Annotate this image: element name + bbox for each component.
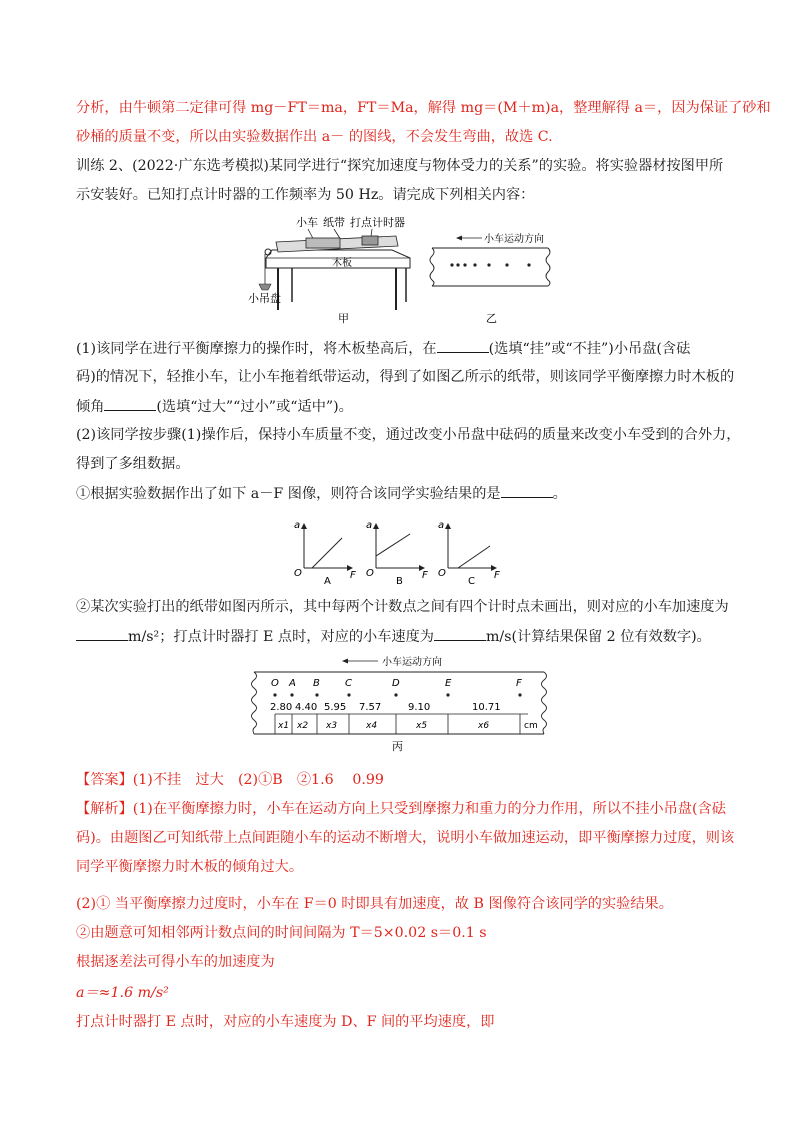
question-2-line-1: (2)该同学按步骤(1)操作后，保持小车质量不变，通过改变小吊盘中砝码的质量来改变小车受到的合外力， bbox=[76, 427, 741, 443]
svg-text:cm: cm bbox=[524, 721, 538, 731]
svg-text:a: a bbox=[366, 520, 373, 531]
analysis-7: a＝≈1.6 m/s² bbox=[76, 985, 169, 1001]
label-timer: 打点计时器 bbox=[350, 216, 405, 229]
analysis-3: 同学平衡摩擦力时木板的倾角过大。 bbox=[76, 859, 304, 875]
graph-label-a: A bbox=[324, 576, 331, 586]
graph-a bbox=[294, 520, 356, 586]
analysis-8: 打点计时器打 E 点时，对应的小车速度为 D、F 间的平均速度，即 bbox=[76, 1014, 495, 1030]
svg-text:D: D bbox=[392, 678, 400, 689]
answer-blank-2[interactable] bbox=[104, 398, 156, 411]
answer-blank-5[interactable] bbox=[434, 628, 486, 641]
svg-text:10.71: 10.71 bbox=[472, 702, 501, 713]
label-board: 木板 bbox=[332, 258, 352, 269]
svg-text:O: O bbox=[438, 568, 446, 579]
question-1-line-2: 码)的情况下，轻推小车，让小车拖着纸带运动，得到了如图乙所示的纸带，则该同学平衡摩擦力时木板的 bbox=[76, 369, 735, 385]
problem-line-1: 训练 2、(2022·广东选考模拟)某同学进行“探究加速度与物体受力的关系”的实验。将实验器材按图甲所 bbox=[76, 158, 724, 174]
svg-text:4.40: 4.40 bbox=[295, 702, 318, 713]
question-1-line-1: (1)该同学在进行平衡摩擦力的操作时，将木板垫高后，在 (选填“挂”或“不挂”)小吊盘(含砝 bbox=[76, 341, 691, 357]
svg-text:F: F bbox=[516, 678, 522, 689]
apparatus-figure-jia bbox=[246, 214, 420, 324]
svg-text:A: A bbox=[289, 678, 296, 689]
caption-yi: 乙 bbox=[486, 312, 497, 324]
tape-figure-yi bbox=[428, 228, 552, 324]
svg-text:F: F bbox=[494, 570, 500, 581]
analysis-4: (2)① 当平衡摩擦力过度时，小车在 F＝0 时即具有加速度，故 B 图像符合该同学的实验结果。 bbox=[76, 896, 673, 912]
label-car: 小车 bbox=[296, 216, 318, 229]
answer-blank-3[interactable] bbox=[501, 485, 553, 498]
tape-bing-direction: 小车运动方向 bbox=[382, 657, 442, 668]
problem-line-2: 示安装好。已知打点计时器的工作频率为 50 Hz。请完成下列相关内容： bbox=[76, 187, 535, 203]
graph-b bbox=[366, 520, 428, 586]
analysis-line-2: 砂桶的质量不变，所以由实验数据作出 a－ 的图线，不会发生弯曲，故选 C. bbox=[76, 129, 553, 145]
tape-figure-bing bbox=[240, 650, 558, 754]
svg-text:2.80: 2.80 bbox=[270, 702, 293, 713]
svg-text:O: O bbox=[366, 568, 374, 579]
svg-text:5.95: 5.95 bbox=[324, 702, 347, 713]
question-1-line-3: 倾角 (选填“过大”“过小”或“适中”)。 bbox=[76, 399, 353, 415]
caption-bing: 丙 bbox=[392, 740, 403, 753]
graph-label-b: B bbox=[396, 576, 403, 586]
question-2-line-5: m/s²；打点计时器打 E 点时，对应的小车速度为 m/s(计算结果保留 2 位有效数字)。 bbox=[76, 628, 728, 645]
answer-blank-4[interactable] bbox=[76, 628, 128, 641]
answer-line: 【答案】(1)不挂 过大 (2)①B ②1.6 0.99 bbox=[76, 772, 384, 788]
svg-text:x2: x2 bbox=[297, 721, 309, 731]
analysis-6: 根据逐差法可得小车的加速度为 bbox=[76, 954, 275, 970]
analysis-5: ②由题意可知相邻两计数点间的时间间隔为 T＝5×0.02 s＝0.1 s bbox=[76, 925, 487, 941]
svg-text:a: a bbox=[438, 520, 445, 531]
svg-text:E: E bbox=[445, 678, 452, 689]
svg-text:O: O bbox=[271, 678, 279, 689]
tape-yi-direction: 小车运动方向 bbox=[484, 234, 544, 245]
analysis-2: 码)。由题图乙可知纸带上点间距随小车的运动不断增大，说明小车做加速运动，即平衡摩擦力过度，则该 bbox=[76, 830, 735, 846]
svg-text:x3: x3 bbox=[326, 721, 338, 731]
svg-text:a: a bbox=[294, 520, 301, 531]
svg-text:7.57: 7.57 bbox=[359, 702, 382, 713]
svg-text:x4: x4 bbox=[366, 721, 378, 731]
graph-label-c: C bbox=[468, 576, 475, 586]
question-2-line-2: 得到了多组数据。 bbox=[76, 456, 190, 472]
svg-text:x6: x6 bbox=[478, 721, 490, 731]
svg-text:O: O bbox=[294, 568, 302, 579]
caption-jia: 甲 bbox=[338, 312, 349, 324]
svg-text:x5: x5 bbox=[416, 721, 428, 731]
svg-text:x1: x1 bbox=[278, 721, 290, 731]
svg-text:C: C bbox=[345, 678, 352, 689]
question-2-line-4: ②某次实验打出的纸带如图丙所示，其中每两个计数点之间有四个计时点未画出，则对应的小车加速度为 bbox=[76, 599, 729, 615]
label-tray: 小吊盘 bbox=[248, 292, 281, 305]
svg-text:B: B bbox=[313, 678, 320, 689]
svg-text:F: F bbox=[422, 570, 428, 581]
answer-blank-1[interactable] bbox=[437, 340, 489, 353]
label-tape: 纸带 bbox=[323, 216, 345, 229]
analysis-line-1: 分析，由牛顿第二定律可得 mg－FT＝ma，FT＝Ma，解得 mg＝(M＋m)a，整理解得 a＝，因为保证了砂和 bbox=[76, 100, 771, 116]
svg-text:9.10: 9.10 bbox=[408, 702, 431, 713]
af-graphs bbox=[290, 516, 520, 586]
graph-c bbox=[438, 520, 500, 586]
question-2-line-3: ①根据实验数据作出了如下 a－F 图像，则符合该同学实验结果的是 。 bbox=[76, 486, 567, 502]
svg-text:F: F bbox=[350, 570, 356, 581]
analysis-1: 【解析】(1)在平衡摩擦力时，小车在运动方向上只受到摩擦力和重力的分力作用，所以不挂小吊盘(含砝 bbox=[76, 801, 726, 817]
